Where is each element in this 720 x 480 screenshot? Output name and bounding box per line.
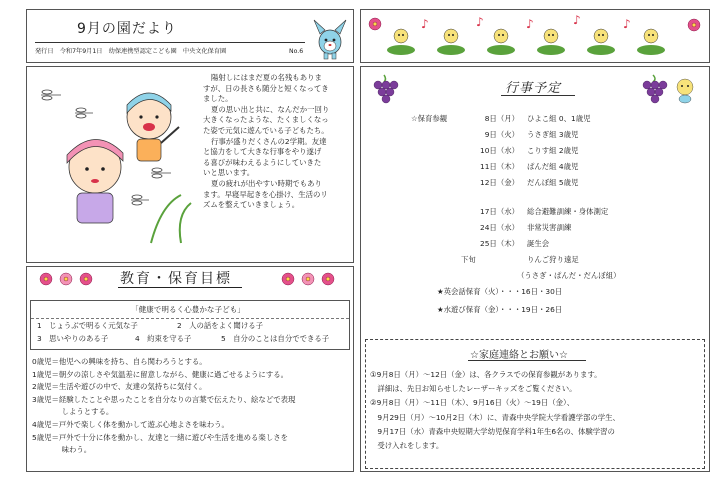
- age-goal-line: 4歳児＝戸外で楽しく体を動かして遊ぶ心地よさを味わう。: [32, 419, 229, 429]
- grape-left-icon: [369, 73, 399, 105]
- flower-decoration-right-icon: [278, 268, 342, 290]
- intro-line: と協力をして大きな行事をやり遂げ: [203, 147, 322, 157]
- svg-text:♪: ♪: [476, 15, 484, 29]
- fawn-mascot-icon: [311, 12, 349, 60]
- intro-line: すが、日の長さも随分と短くなってき: [203, 83, 329, 93]
- issue-number: No.6: [289, 48, 304, 55]
- visit-label: ☆保育参観: [411, 114, 448, 123]
- event-date: 下旬: [461, 255, 476, 264]
- svg-text:♪: ♪: [623, 17, 631, 31]
- english-class-line: ★英会話保育（火）・・・16日・30日: [437, 287, 563, 296]
- children-dragonfly-illustration-icon: [31, 75, 199, 245]
- visit-event: だんぼ組 5歳児: [527, 178, 579, 187]
- goals-heading-underline: [118, 287, 242, 288]
- event-name: 非常災害訓練: [527, 223, 572, 232]
- notice-lines: [370, 368, 700, 453]
- intro-line: る喜びが味わえるようにしていきた: [203, 157, 322, 167]
- intro-line: 夏の疲れが出やすい時期でもあり: [211, 178, 322, 188]
- goal-item: 3 思いやりのある子: [37, 334, 109, 343]
- svg-text:♪: ♪: [526, 17, 534, 31]
- visit-event: うさぎ組 3歳児: [527, 130, 579, 139]
- notice-box: [365, 339, 705, 469]
- notice-line: 9月29日（月）～10月2日（木）に、青森中央学院大学看護学部の学生、: [370, 412, 620, 422]
- intro-line: 夏の思い出と共に、なんだか一回り: [211, 104, 330, 114]
- intro-text-block: [203, 73, 351, 211]
- age-goal-line: 0歳児＝他児への興味を持ち、自ら関わろうとする。: [32, 357, 207, 366]
- motto-divider: [31, 318, 349, 319]
- schedule-heading: 行事予定: [505, 81, 562, 96]
- water-play-line: ★水遊び保育（金）・・・19日・26日: [437, 305, 563, 314]
- notice-line: ②9月8日（月）～11日（木）、9月16日（火）～19日（金）、: [370, 398, 575, 408]
- age-goal-line: 5歳児＝戸外で十分に体を動かし、友達と一緒に遊びや生活を進める楽しさを: [32, 432, 288, 442]
- event-name: 誕生会: [527, 239, 550, 248]
- goals-panel: [26, 266, 352, 470]
- notice-line: 受け入れをします。: [370, 441, 444, 451]
- title-underline: [35, 42, 305, 43]
- notice-line: 9月17日（水）青森中央短期大学幼児保育学科1年生6名の、体験学習の: [370, 426, 615, 436]
- age-goal-line: 味わう。: [32, 445, 92, 455]
- visit-event: ぱんだ組 4歳児: [527, 162, 579, 171]
- page-title: 9月の園だより: [77, 21, 177, 37]
- event-note: （うさぎ・ぱんだ・だんぼ組）: [517, 271, 621, 280]
- motto-text: 「健康で明るく心豊かな子ども」: [131, 305, 245, 314]
- flower-band-icon: [361, 10, 709, 62]
- intro-line: ズムを整えていきましょう。: [203, 200, 300, 210]
- age-goal-line: 2歳児＝生活や遊びの中で、友達の気持ちに気付く。: [32, 382, 207, 392]
- notice-heading-underline: [468, 360, 586, 361]
- intro-line: いと思います。: [203, 168, 255, 178]
- intro-line: 大きくなったような、たくましくなっ: [203, 115, 329, 125]
- visit-date: 9日（火）: [484, 130, 519, 139]
- event-date: 24日（水）: [480, 223, 519, 232]
- goal-item: 5 自分のことは自分でできる子: [221, 334, 330, 343]
- issue-line: 発行日 令和7年9月1日 幼保連携型認定こども園 中央文化保育園: [35, 48, 227, 55]
- goal-item: 1 じょうぶで明るく元気な子: [37, 321, 138, 330]
- age-goals-list: [32, 356, 350, 457]
- intro-line: 行事が盛りだくさんの2学期。友達: [211, 136, 327, 146]
- intro-panel: [26, 66, 354, 263]
- visit-date: 8日（月）: [484, 114, 519, 123]
- notice-heading: ☆家庭連絡とお願い☆: [470, 350, 568, 361]
- events-block: [411, 207, 691, 317]
- visit-date: 12日（金）: [480, 178, 519, 187]
- visit-date: 11日（木）: [480, 162, 519, 171]
- visit-event: こりす組 2歳児: [527, 146, 579, 155]
- age-goal-line: しようとする。: [32, 407, 114, 417]
- goals-heading: 教育・保育目標: [120, 271, 232, 287]
- intro-line: ます。早寝早起きを心掛け、生活のリ: [203, 189, 328, 199]
- motto-box: [30, 300, 350, 350]
- goal-item: 4 約束を守る子: [135, 334, 192, 343]
- age-goal-line: 3歳児＝経験したことや思ったことを自分なりの言葉で伝えたり、絵などで表現: [32, 394, 296, 404]
- header-right-panel: [360, 9, 710, 63]
- grape-right-icon: [637, 73, 701, 107]
- intro-line: ました。: [203, 94, 233, 104]
- flower-decoration-left-icon: [36, 268, 100, 290]
- visit-event: ひよこ組 0、1歳児: [527, 114, 591, 123]
- visits-block: [411, 114, 691, 214]
- intro-line: た姿で元気に遊んでいる子どもたち。: [203, 125, 329, 135]
- goal-item: 2 人の話をよく聞ける子: [177, 321, 264, 330]
- svg-text:♪: ♪: [421, 17, 429, 31]
- visit-date: 10日（水）: [480, 146, 519, 155]
- age-goal-line: 1歳児＝朝夕の涼しさや気温差に留意しながら、健康に過ごせるようにする。: [32, 369, 288, 379]
- schedule-panel: [360, 66, 710, 472]
- header-left-panel: [26, 9, 354, 63]
- notice-line: ①9月8日（月）～12日（金）は、各クラスでの保育参観があります。: [370, 370, 602, 379]
- svg-text:♪: ♪: [573, 13, 581, 27]
- schedule-heading-underline: [501, 95, 575, 96]
- intro-line: 陽射しにはまだ夏の名残もありま: [211, 73, 322, 82]
- event-date: 25日（木）: [480, 239, 519, 248]
- event-name: 総合避難訓練・身体測定: [527, 207, 609, 216]
- event-name: りんご狩り遠足: [527, 255, 579, 264]
- notice-line: 詳細は、先日お知らせしたレーザーキッズをご覧ください。: [370, 384, 577, 394]
- event-date: 17日（水）: [480, 207, 519, 216]
